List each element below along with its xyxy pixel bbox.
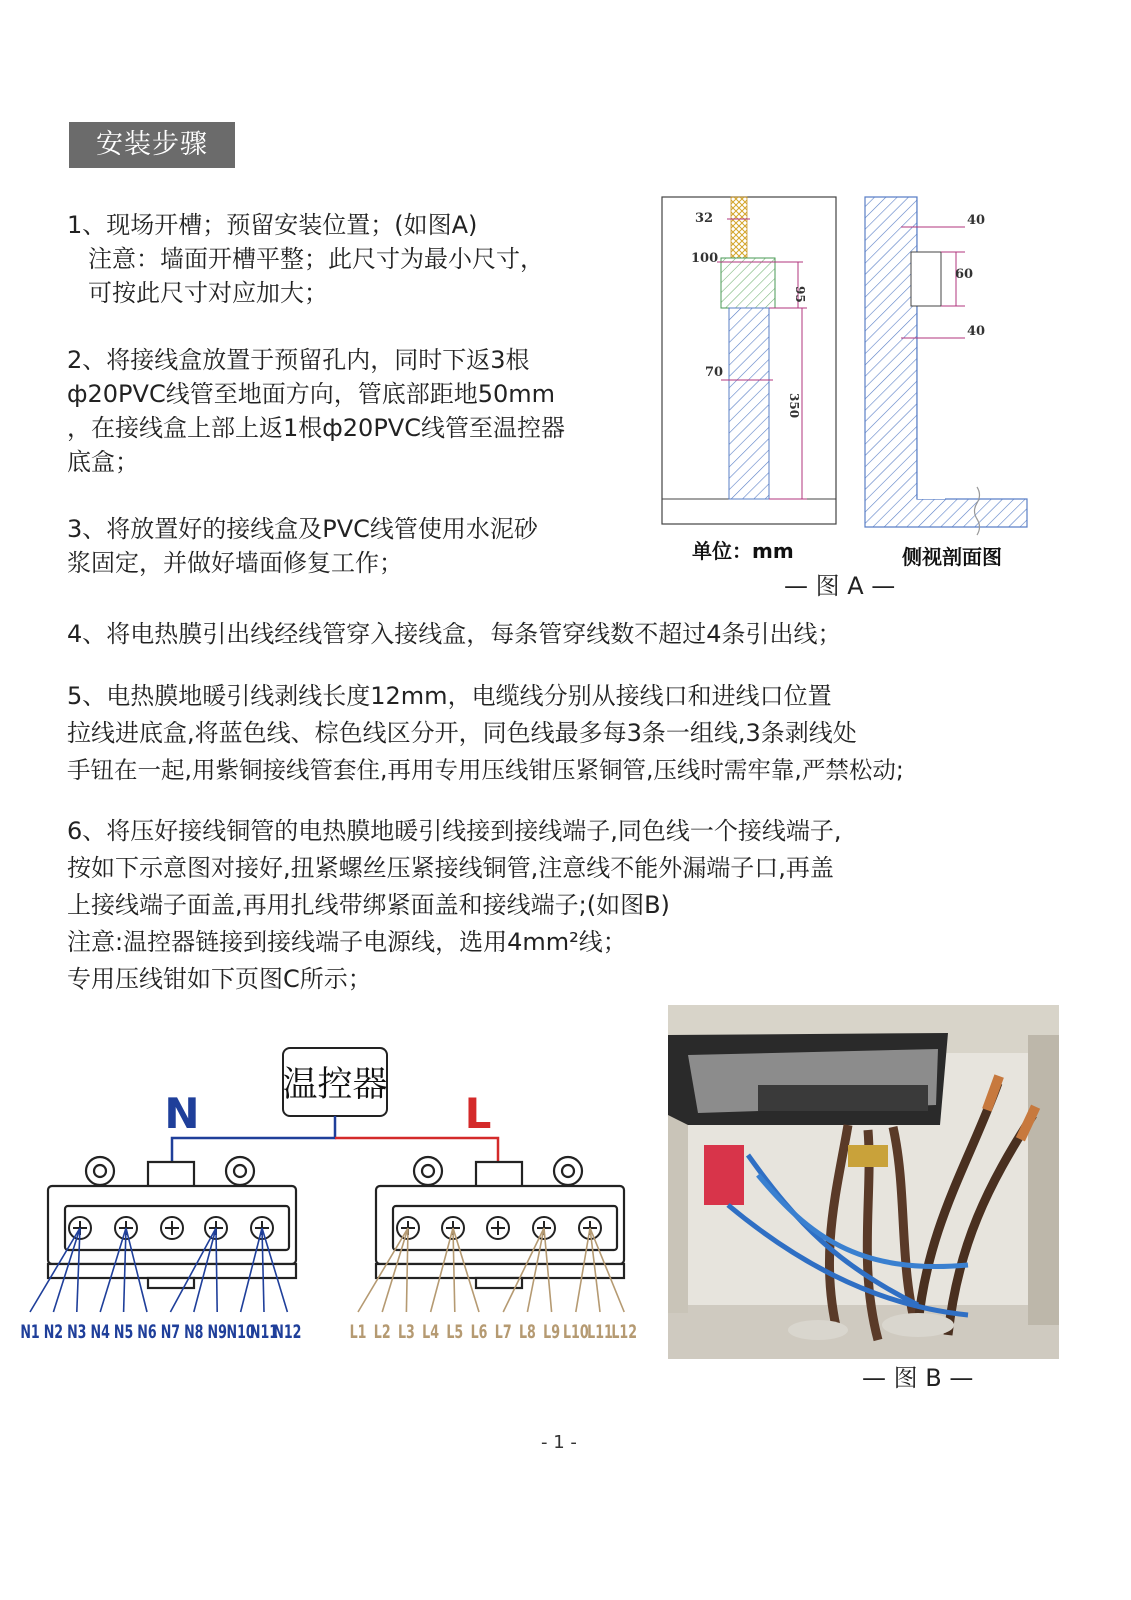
dim-32: 32 <box>695 211 714 226</box>
step4-line1: 4、将电热膜引出线经线管穿入接线盒，每条管穿线数不超过4条引出线； <box>67 620 842 648</box>
l-wire-labels <box>350 1320 637 1343</box>
figure-b-photo <box>668 1005 1059 1359</box>
l-wire-label-11: L11 <box>587 1319 613 1343</box>
step3-line2: 浆固定，并做好墙面修复工作； <box>67 549 403 577</box>
step6-line4: 注意:温控器链接到接线端子电源线，选用4mm²线； <box>67 928 627 956</box>
front-view <box>662 197 836 524</box>
step5-line3: 手钮在一起,用紫铜接线管套住,再用专用压线钳压紧铜管,压线时需牢靠,严禁松动; <box>67 756 904 784</box>
l-wire-label-6: L6 <box>470 1319 488 1343</box>
wiring-diagram <box>20 1040 660 1360</box>
step6-line3: 上接线端子面盖,再用扎线带绑紧面盖和接线端子;(如图B) <box>67 891 670 919</box>
neutral-label: N <box>164 1089 200 1138</box>
unit-label: 单位：mm <box>692 539 794 563</box>
side-view-label: 侧视剖面图 <box>902 545 1002 569</box>
n-wire-labels <box>20 1320 301 1343</box>
n-wire-label-12: N12 <box>273 1319 302 1343</box>
step3-line1: 3、将放置好的接线盒及PVC线管使用水泥砂 <box>67 515 538 543</box>
upper-conduit-channel <box>731 197 747 258</box>
n-wire-label-4: N4 <box>90 1319 110 1343</box>
step5-line1: 5、电热膜地暖引线剥线长度12mm，电缆线分别从接线口和进线口位置 <box>67 682 832 710</box>
step6-line5: 专用压线钳如下页图C所示； <box>67 965 372 993</box>
live-label: L <box>464 1089 492 1138</box>
n-wire-label-7: N7 <box>160 1319 181 1343</box>
step1-line1: 1、现场开槽；预留安装位置；(如图A) <box>67 211 478 239</box>
figure-a-caption: — 图 A — <box>784 572 896 600</box>
n-wire-label-6: N6 <box>137 1319 157 1343</box>
figure-b-caption: — 图 B — <box>862 1364 974 1392</box>
dim-350: 350 <box>787 393 801 419</box>
dim-40-bottom: 40 <box>967 324 986 339</box>
step2-line3: ，在接线盒上部上返1根ф20PVC线管至温控器 <box>67 414 565 442</box>
dim-95: 95 <box>793 286 807 303</box>
n-wire-label-5: N5 <box>113 1319 134 1343</box>
dim-70: 70 <box>705 365 724 380</box>
section-title: 安装步骤 <box>69 122 235 168</box>
l-wire-label-7: L7 <box>494 1319 512 1343</box>
step6-line1: 6、将压好接线铜管的电热膜地暖引线接到接线端子,同色线一个接线端子, <box>67 817 842 845</box>
step1-line2: 注意：墙面开槽平整；此尺寸为最小尺寸， <box>88 245 544 273</box>
n-wire-label-3: N3 <box>67 1319 87 1343</box>
l-wire-label-3: L3 <box>397 1319 415 1343</box>
step2-line2: ф20PVC线管至地面方向，管底部距地50mm <box>67 380 556 408</box>
n-wire-label-2: N2 <box>43 1319 64 1343</box>
step6-line2: 按如下示意图对接好,扭紧螺丝压紧接线铜管,注意线不能外漏端子口,再盖 <box>67 854 834 882</box>
n-wire-label-11: N11 <box>249 1319 279 1343</box>
step2-line4: 底盒； <box>67 448 139 476</box>
step1-line3: 可按此尺寸对应加大； <box>88 279 328 307</box>
l-wire-label-1: L1 <box>349 1319 367 1343</box>
l-wire-label-4: L4 <box>422 1319 440 1343</box>
lower-conduit-channel <box>729 308 769 499</box>
n-wire-label-8: N8 <box>184 1319 204 1343</box>
n-wire-label-10: N10 <box>226 1319 255 1343</box>
n-wire-label-1: N1 <box>20 1319 40 1343</box>
step5-line2: 拉线进底盒,将蓝色线、棕色线区分开，同色线最多每3条一组线,3条剥线处 <box>67 719 857 747</box>
step2-line1: 2、将接线盒放置于预留孔内，同时下返3根 <box>67 346 530 374</box>
l-wire-label-5: L5 <box>446 1319 464 1343</box>
l-wire-label-10: L10 <box>562 1319 589 1343</box>
dim-100: 100 <box>691 251 719 266</box>
thermostat-label: 温控器 <box>282 1065 388 1105</box>
l-wire-label-12: L12 <box>611 1319 638 1343</box>
side-section-view <box>865 197 1027 535</box>
l-wire-label-8: L8 <box>518 1319 536 1343</box>
l-wire-label-9: L9 <box>543 1319 561 1343</box>
l-wire-label-2: L2 <box>373 1319 391 1343</box>
dim-40-top: 40 <box>967 213 986 228</box>
dim-60: 60 <box>955 267 974 282</box>
junction-box-recess <box>721 258 775 308</box>
figure-a-diagram <box>655 190 1040 540</box>
page-number: - 1 - <box>541 1432 577 1453</box>
n-wire-label-9: N9 <box>207 1319 227 1343</box>
